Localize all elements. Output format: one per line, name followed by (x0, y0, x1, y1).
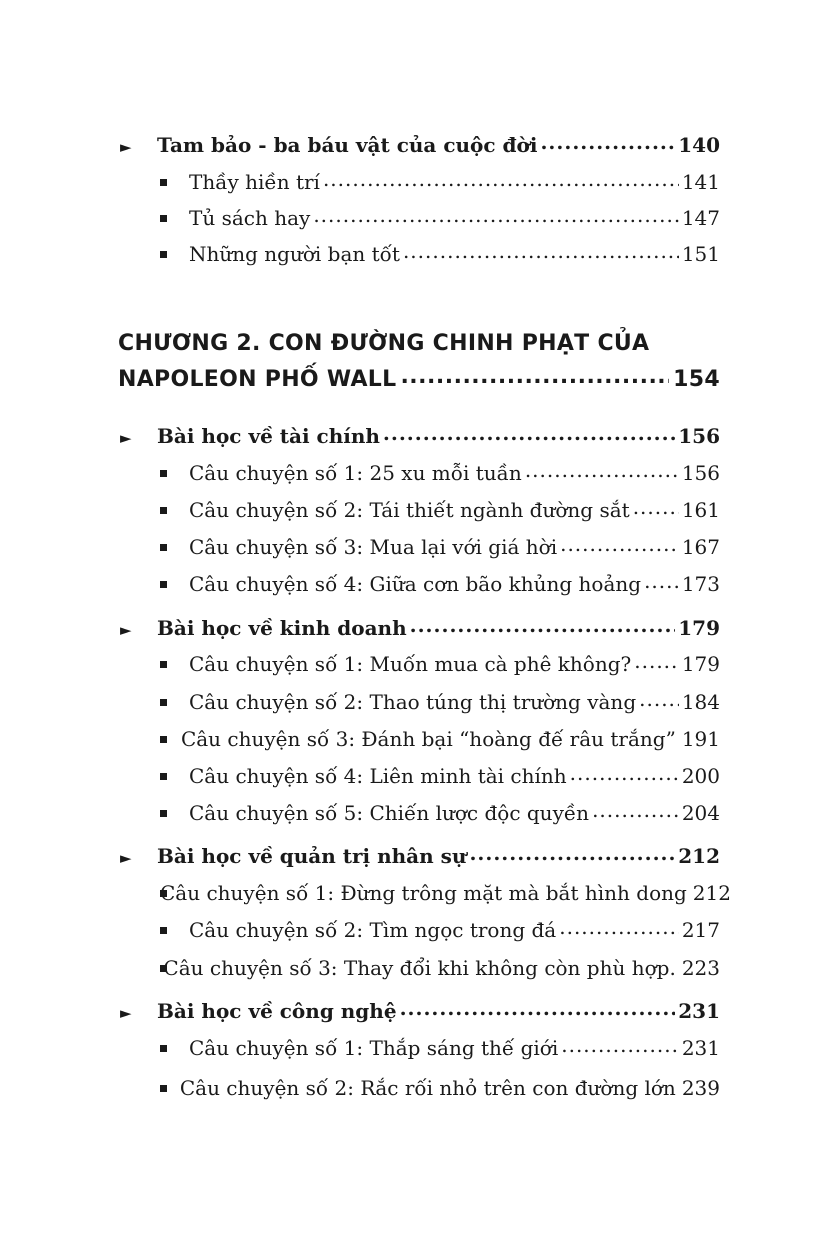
dot-leader (400, 364, 669, 386)
page-number: 141 (681, 170, 720, 194)
page-number: 156 (681, 461, 720, 485)
dot-leader (633, 497, 679, 517)
page-number: 156 (678, 424, 720, 448)
dot-leader (469, 843, 675, 863)
page-number: 151 (681, 242, 720, 266)
item-title: Câu chuyện số 3: Đánh bại “hoàng đế râu trắng” (180, 727, 676, 751)
page-number: 167 (681, 535, 720, 559)
page-number: 239 (681, 1076, 720, 1100)
item-title: Câu chuyện số 3: Thay đổi khi không còn phù hợp. (163, 956, 676, 980)
toc-item[interactable] (160, 241, 720, 266)
item-title: Câu chuyện số 1: Muốn mua cà phê không? (189, 652, 632, 676)
item-title: Câu chuyện số 3: Mua lại với giá hời (189, 535, 558, 559)
page-number: 231 (678, 999, 720, 1023)
arrow-right-icon: ► (120, 621, 132, 639)
page-number: 217 (681, 918, 720, 942)
toc-item[interactable] (160, 880, 731, 905)
dot-leader (410, 615, 676, 635)
chapter-title-line2: NAPOLEON PHỐ WALL (118, 367, 397, 392)
page-number: 212 (692, 881, 731, 905)
page-number: 223 (681, 956, 720, 980)
item-title: Câu chuyện số 2: Tái thiết ngành đường sắt (189, 498, 630, 522)
item-title: Câu chuyện số 1: Đừng trông mặt mà bắt hình dong (160, 881, 687, 905)
item-title: Thầy hiền trí (189, 170, 320, 194)
item-title: Câu chuyện số 2: Rắc rối nhỏ trên con đường lớn (179, 1076, 676, 1100)
dot-leader (403, 241, 679, 261)
item-title: Câu chuyện số 2: Thao túng thị trường vàng (189, 690, 637, 714)
dot-leader (560, 534, 679, 554)
section-title: Bài học về công nghệ (157, 999, 397, 1023)
dot-leader (592, 800, 679, 820)
page-number: 179 (681, 652, 720, 676)
page-number: 147 (681, 206, 720, 230)
section-title: Bài học về quản trị nhân sự (157, 844, 467, 868)
page-number: 161 (681, 498, 720, 522)
arrow-right-icon: ► (120, 1004, 132, 1022)
arrow-right-icon: ► (120, 138, 132, 156)
dot-leader (383, 423, 675, 443)
dot-leader (570, 763, 679, 783)
section-title: Bài học về tài chính (157, 424, 380, 448)
page-number: 179 (678, 616, 720, 640)
item-title: Câu chuyện số 5: Chiến lược độc quyền (189, 801, 590, 825)
dot-leader (639, 689, 679, 709)
chapter-page-number: 154 (673, 367, 720, 392)
item-title: Câu chuyện số 2: Tìm ngọc trong đá (189, 918, 557, 942)
chapter-title-line1: CHƯƠNG 2. CON ĐƯỜNG CHINH PHẠT CỦA (118, 331, 650, 356)
toc-item[interactable] (160, 1035, 720, 1060)
toc-item[interactable] (160, 726, 720, 751)
toc-section-quan-tri-nhan-su[interactable] (120, 843, 720, 868)
dot-leader (540, 132, 675, 152)
page-number: 184 (681, 690, 720, 714)
toc-item[interactable] (160, 571, 720, 596)
page-number: 200 (681, 764, 720, 788)
dot-leader (400, 998, 676, 1018)
dot-leader (559, 917, 679, 937)
page-number: 140 (678, 133, 720, 157)
arrow-right-icon: ► (120, 429, 132, 447)
dot-leader (323, 169, 679, 189)
toc-item[interactable] (160, 497, 720, 522)
toc-section-kinh-doanh[interactable] (120, 615, 720, 640)
toc-section-tai-chinh[interactable] (120, 423, 720, 448)
chapter-title-line2-row (118, 364, 720, 392)
item-title: Câu chuyện số 1: Thắp sáng thế giới (189, 1036, 559, 1060)
toc-item[interactable] (160, 689, 720, 714)
page-number: 204 (681, 801, 720, 825)
toc-item[interactable] (160, 955, 720, 980)
page-number: 173 (681, 572, 720, 596)
section-title: Bài học về kinh doanh (157, 616, 407, 640)
toc-item[interactable] (160, 169, 720, 194)
dot-leader (525, 460, 679, 480)
toc-item[interactable] (160, 534, 720, 559)
dot-leader (561, 1035, 679, 1055)
toc-section-tam-bao[interactable] (120, 132, 720, 157)
dot-leader (313, 205, 679, 225)
item-title: Câu chuyện số 1: 25 xu mỗi tuần (189, 461, 522, 485)
page-number: 212 (678, 844, 720, 868)
toc-item[interactable] (160, 205, 720, 230)
item-title: Câu chuyện số 4: Giữa cơn bão khủng hoảng (189, 572, 642, 596)
toc-item[interactable] (160, 763, 720, 788)
toc-item[interactable] (160, 651, 720, 676)
toc-section-cong-nghe[interactable] (120, 998, 720, 1023)
dot-leader (634, 651, 679, 671)
page-number: 191 (681, 727, 720, 751)
section-title: Tam bảo - ba báu vật của cuộc đời (157, 133, 538, 157)
item-title: Những người bạn tốt (189, 242, 400, 266)
toc-item[interactable] (160, 1075, 720, 1100)
dot-leader (644, 571, 679, 591)
item-title: Câu chuyện số 4: Liên minh tài chính (189, 764, 567, 788)
item-title: Tủ sách hay (189, 206, 311, 230)
toc-item[interactable] (160, 917, 720, 942)
toc-item[interactable] (160, 460, 720, 485)
toc-item[interactable] (160, 800, 720, 825)
arrow-right-icon: ► (120, 849, 132, 867)
page-number: 231 (681, 1036, 720, 1060)
